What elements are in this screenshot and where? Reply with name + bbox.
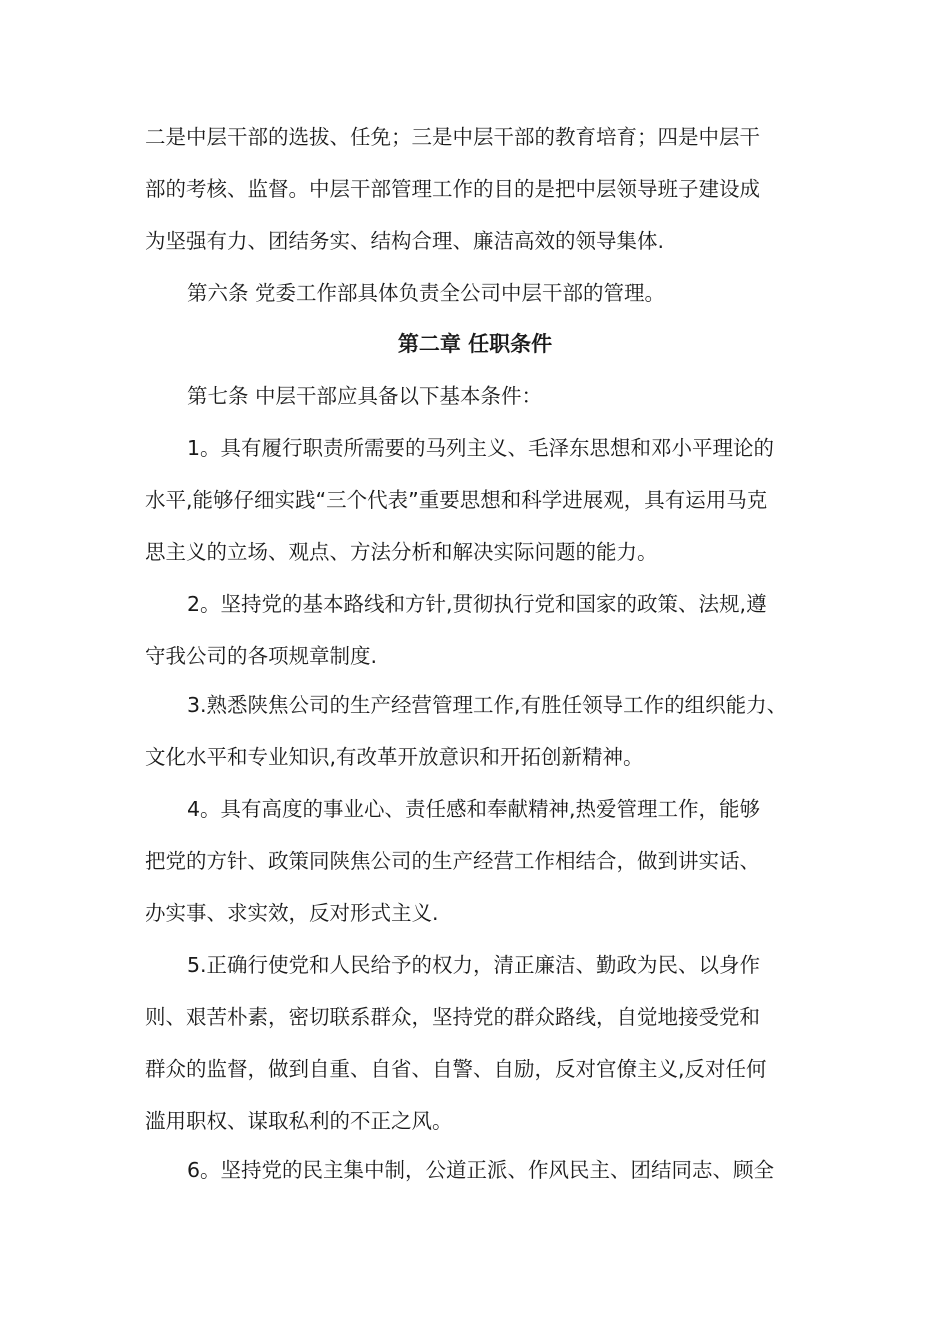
paragraph-line: 水平,能够仔细实践“三个代表”重要思想和科学进展观，具有运用马克	[145, 488, 768, 512]
list-item-1-line: 1。具有履行职责所需要的马列主义、毛泽东思想和邓小平理论的	[187, 436, 775, 460]
paragraph-line: 守我公司的各项规章制度.	[145, 644, 378, 668]
chapter-heading: 第二章 任职条件	[397, 332, 553, 356]
list-item-2-line: 2。坚持党的基本路线和方针,贯彻执行党和国家的政策、法规,遵	[187, 592, 767, 616]
paragraph-line: 办实事、求实效，反对形式主义.	[145, 901, 439, 925]
article-6-line: 第六条 党委工作部具体负责全公司中层干部的管理。	[187, 281, 666, 305]
list-item-4-line: 4。具有高度的事业心、责任感和奉献精神,热爱管理工作，能够	[187, 797, 761, 821]
paragraph-line: 思主义的立场、观点、方法分析和解决实际问题的能力。	[145, 540, 658, 564]
article-7-line: 第七条 中层干部应具备以下基本条件：	[187, 384, 543, 408]
list-item-5-line: 5.正确行使党和人民给予的权力，清正廉洁、勤政为民、以身作	[187, 953, 761, 977]
paragraph-line: 滥用职权、谋取私利的不正之风。	[145, 1109, 453, 1133]
paragraph-line: 为坚强有力、团结务实、结构合理、廉洁高效的领导集体.	[145, 229, 665, 253]
paragraph-line: 部的考核、监督。中层干部管理工作的目的是把中层领导班子建设成	[145, 177, 760, 201]
list-item-6-line: 6。坚持党的民主集中制，公道正派、作风民主、团结同志、顾全	[187, 1158, 775, 1182]
paragraph-line: 文化水平和专业知识,有改革开放意识和开拓创新精神。	[145, 745, 644, 769]
paragraph-line: 群众的监督，做到自重、自省、自警、自励，反对官僚主义,反对任何	[145, 1057, 767, 1081]
list-item-3-line: 3.熟悉陕焦公司的生产经营管理工作,有胜任领导工作的组织能力、	[187, 693, 788, 717]
paragraph-line: 则、艰苦朴素，密切联系群众，坚持党的群众路线，自觉地接受党和	[145, 1005, 760, 1029]
paragraph-line: 把党的方针、政策同陕焦公司的生产经营工作相结合，做到讲实话、	[145, 849, 760, 873]
paragraph-line: 二是中层干部的选拔、任免；三是中层干部的教育培育；四是中层干	[145, 125, 760, 149]
